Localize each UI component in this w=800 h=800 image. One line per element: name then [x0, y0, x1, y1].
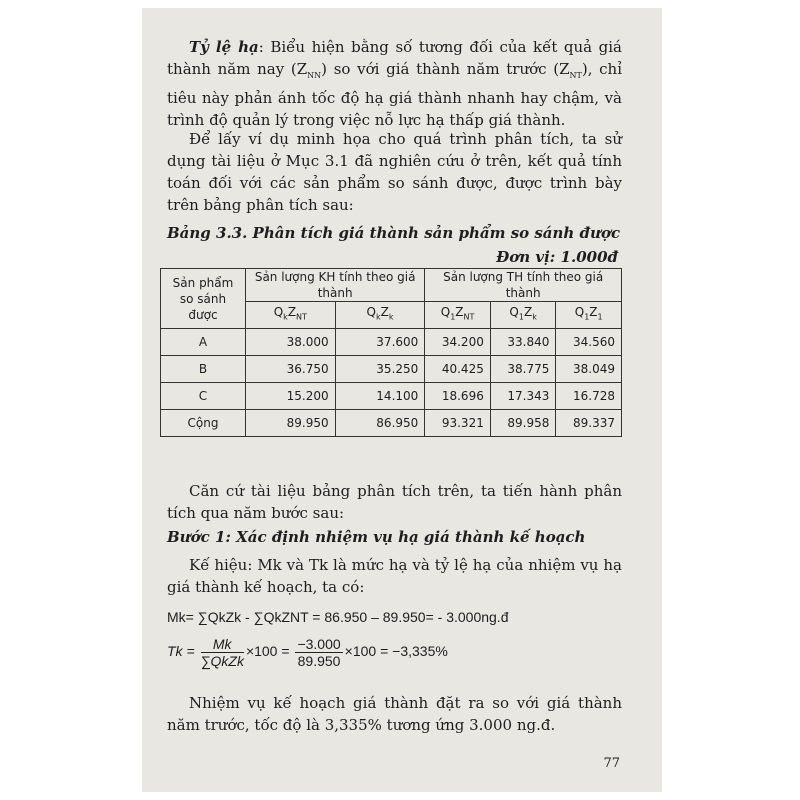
book-page	[142, 8, 662, 792]
formula-mk: Mk= ∑QkZk - ∑QkZNT = 86.950 – 89.950= - 3.000ng.đ	[167, 609, 509, 625]
table-row: A 38.000 37.600 34.200 33.840 34.560	[161, 329, 622, 356]
symbol-paragraph: Kế hiệu: Mk và Tk là mức hạ và tỷ lệ hạ của nhiệm vụ hạ giá thành kế hoạch, ta có:	[167, 556, 622, 596]
header-product: Sản phẩm so sánh được	[161, 269, 246, 329]
header-plan: Sản lượng KH tính theo giá thành	[246, 269, 425, 302]
fraction: $\frac{-3.000}{89.950}$	[297, 636, 341, 669]
header-actual: Sản lượng TH tính theo giá thành	[425, 269, 622, 302]
subheader: $Q_1Z_1$	[556, 302, 622, 329]
step1-heading: Bước 1: Xác định nhiệm vụ hạ giá thành kế hoạch	[167, 528, 586, 546]
subheader: $Q_1Z_k$	[490, 302, 556, 329]
table-row: B 36.750 35.250 40.425 38.775 38.049	[161, 356, 622, 383]
page-number: 77	[603, 756, 620, 771]
subheader: $Q_kZ_{NT}$	[246, 302, 336, 329]
analysis-paragraph: Căn cứ tài liệu bảng phân tích trên, ta tiến hành phân tích qua năm bước sau:	[167, 482, 622, 522]
table-row: C 15.200 14.100 18.696 17.343 16.728	[161, 383, 622, 410]
conclusion-paragraph: Nhiệm vụ kế hoạch giá thành đặt ra so với giá thành năm trước, tốc độ là 3,335% tương ứng 3.000 ng.đ.	[167, 694, 622, 734]
formula-tk: Tk = $\frac{Mk}{\text{∑QkZk}}$ ×100 = $\frac{-3.000}{89.950}$ ×100 = −3,335%	[167, 636, 448, 669]
subheader: $Q_kZ_k$	[335, 302, 425, 329]
intro-paragraph: Tỷ lệ hạ: Biểu hiện bằng số tương đối của kết quả giá thành năm nay $(Z_{NN})$ so với giá thành năm trước $(Z_{NT})$, chỉ tiêu này phản ánh tốc độ hạ giá thành nhanh hay chậm, và trình độ quản lý trong việc nỗ lực hạ thấp giá thành.	[167, 38, 623, 129]
fraction: $\frac{Mk}{\text{∑QkZk}}$	[200, 636, 244, 669]
table-row-total: Cộng 89.950 86.950 93.321 89.958 89.337	[161, 410, 622, 437]
cost-analysis-table	[160, 268, 622, 437]
table-title: Bảng 3.3. Phân tích giá thành sản phẩm so sánh được	[167, 224, 621, 242]
term-label: Tỷ lệ hạ	[189, 38, 259, 56]
subheader: $Q_1Z_{NT}$	[425, 302, 491, 329]
unit-label: Đơn vị: 1.000đ	[496, 248, 618, 266]
example-paragraph: Để lấy ví dụ minh họa cho quá trình phân tích, ta sử dụng tài liệu ở Mục 3.1 đã nghiên cứu ở trên, kết quả tính toán đối với các sản phẩm so sánh được, được trình bày trên bảng phân tích sau:	[167, 130, 622, 214]
